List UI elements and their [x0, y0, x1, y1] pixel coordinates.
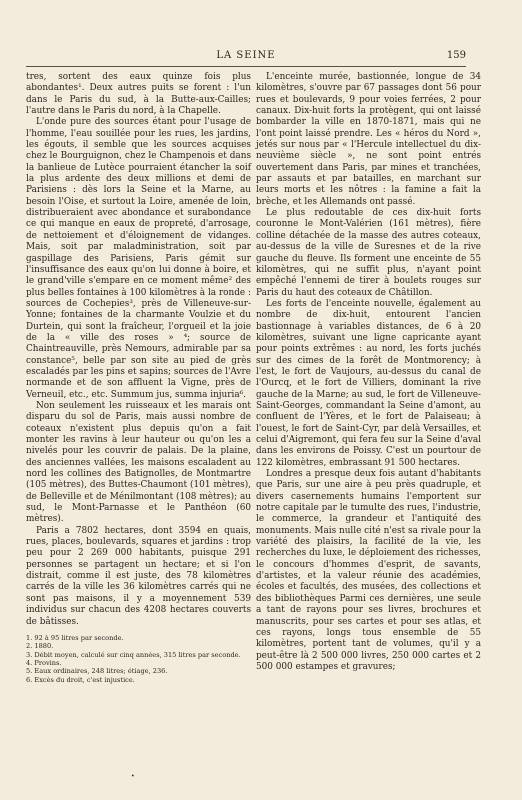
paragraph: Les forts de l'enceinte nouvelle, également au nombre de dix-huit, entourent l'ancien bastionnage à variables distances, de 6 à 20 kilomètres, suivant une ligne capricante ayant pour points extrêmes : au nord, les forts juchés sur des cimes de la forêt de Montmorency; à l'est, le fort de Vaujours, au-dessus du canal de l'Ourcq, et le fort de Villiers, dominant la rive gauche de la Marne; au sud, le fort de Villeneuve-Saint-Georges, commandant la Seine d'amont, au confluent de l'Yères, et le fort de Palaiseau; à l'ouest, le fort de Saint-Cyr, par delà Versailles, et celui d'Aigremont, qui fera feu sur la Seine d'aval dans les environs de Poissy. C'est un pourtour de 122 kilomètres, embrassant 91 500 hectares.	[256, 298, 481, 468]
running-title: LA SEINE	[216, 50, 276, 61]
paragraph: Londres a presque deux fois autant d'habitants que Paris, sur une aire à peu près quadruple, et divers casernements humains l'emportent sur notre capitale par le tumulte des rues, l'industrie, le commerce, la grandeur et l'antiquité des monuments. Mais nulle cité n'est sa rivale pour la variété des plaisirs, la facilité de la vie, les recherches du luxe, le déploiement des richesses, le concours d'hommes d'esprit, de savants, d'artistes, et la valeur réunie des académies, écoles et facultés, des musées, des collections et des bibliothèques Parmi ces dernières, une seule a tant de rayons pour ses livres, brochures et manuscrits, pour ses cartes et pour ses atlas, et ces rayons, longs tous ensemble de 55 kilomètres, portent tant de volumes, qu'il y a peut-être là 2 500 000 livres, 250 000 cartes et 2 500 000 estampes et gravures;	[256, 469, 481, 672]
page-header	[26, 50, 466, 64]
page-number: 159	[446, 50, 466, 61]
right-column	[256, 72, 481, 673]
footnote: 6. Excès du droit, c'est injustice.	[26, 675, 135, 684]
paragraph: Le plus redoutable de ces dix-huit forts couronne le Mont-Valérien (161 mètres), fière colline détachée de la masse des autres coteaux, au-dessus de la ville de Suresnes et de la rive gauche du fleuve. Ils forment une enceinte de 55 kilomètres, qui ne suffit plus, n'ayant point empêché l'ennemi de tirer à boulets rouges sur Paris du haut des coteaux de Châtillon.	[256, 208, 481, 298]
footnotes	[26, 634, 251, 684]
left-column	[26, 72, 251, 684]
paragraph: L'enceinte murée, bastionnée, longue de 34 kilomètres, s'ouvre par 67 passages dont 56 pour rues et boulevards, 9 pour voies ferrées, 2 pour canaux. Dix-huit forts la protègent, qui ont laissé bombarder la ville en 1870-1871, mais qui ne l'ont point laissé prendre. Les « héros du Nord », jetés sur nous par « l'Hercule intellectuel du dix-neuvième siècle », ne sont point entrés ouvertement dans Paris, par mines et tranchées, par assauts et par batailles, en marchant sur leurs morts et les nôtres : la famine a fait la brèche, et les Allemands ont passé.	[256, 72, 481, 207]
footnote: 3. Débit moyen, calculé sur cinq années, 315 litres par seconde.	[26, 650, 241, 659]
bottom-mark: •	[131, 773, 135, 780]
footnote: 2. 1880.	[26, 642, 54, 651]
paragraph: Paris a 7802 hectares, dont 3594 en quais, rues, places, boulevards, squares et jardins : trop peu pour 2 269 000 habitants, puisque 291 personnes se partagent un hectare; et si l'on distrait, comme il est juste, des 78 kilomètres carrés de la ville les 36 kilomètres carrés qui ne sont pas maisons, il y a moyennement 539 individus sur chacun des 4208 hectares couverts de bâtisses.	[26, 525, 251, 627]
footnote: 5. Eaux ordinaires, 248 litres; étiage, 236.	[26, 667, 168, 676]
paragraph: tres, sortent des eaux quinze fois plus abondantes¹. Deux autres puits se forent : l'un dans le Paris du sud, à la Butte-aux-Cailles; l'autre dans le Paris du nord, à la Chapelle.	[26, 72, 251, 117]
footnote: 1. 92 à 95 litres par seconde.	[26, 633, 124, 642]
footnote: 4. Provins.	[26, 659, 62, 668]
paragraph: L'onde pure des sources étant pour l'usage de l'homme, l'eau souillée pour les rues, les jardins, les égouts, il semble que les sources acquises chez le Bourguignon, chez le Champenois et dans la banlieue de Lutèce pourraient étancher la soif la plus ardente des deux millions et demi de Parisiens : dès lors la Seine et la Marne, au besoin l'Oise, et surtout la Loire, amenée de loin, distribueraient avec abondance et surabondance ce qui manque en eaux de propreté, d'arrosage, de nettoiement et d'éloignement de vidanges. Mais, soit par maladministration, soit par gaspillage des Parisiens, Paris gémit sur l'insuffisance des eaux qu'on lui donne à boire, et le grand'ville s'empare en ce moment même² des plus belles fontaines à 100 kilomètres à la ronde : sources de Cochepies³, près de Villeneuve-sur-Yonne; fontaines de la charmante Voulzie et du Durtein, qui sont la fraîcheur, l'orgueil et la joie de la « ville des roses » ⁴; source de Chaintreauville, près Nemours, admirable par sa constance⁵, belle par son site au pied de grès escaladés par les pins et sapins; sources de l'Avre normande et de son affluent la Vigne, près de Verneuil, etc., etc. Summum jus, summa injuria⁶.	[26, 117, 251, 400]
paragraph: Non seulement les ruisseaux et les marais ont disparu du sol de Paris, mais aussi nombre de coteaux n'existent plus depuis qu'on a fait monter les ravins à leur hauteur ou qu'on les a nivelés pour les couvrir de palais. De la plaine, des anciennes vallées, les maisons escaladent au nord les collines des Batignolles, de Montmartre (105 mètres), des Buttes-Chaumont (101 mètres), de Belleville et de Ménilmontant (108 mètres); au sud, le Mont-Parnasse et le Panthéon (60 mètres).	[26, 400, 251, 525]
header-rule	[26, 66, 466, 67]
